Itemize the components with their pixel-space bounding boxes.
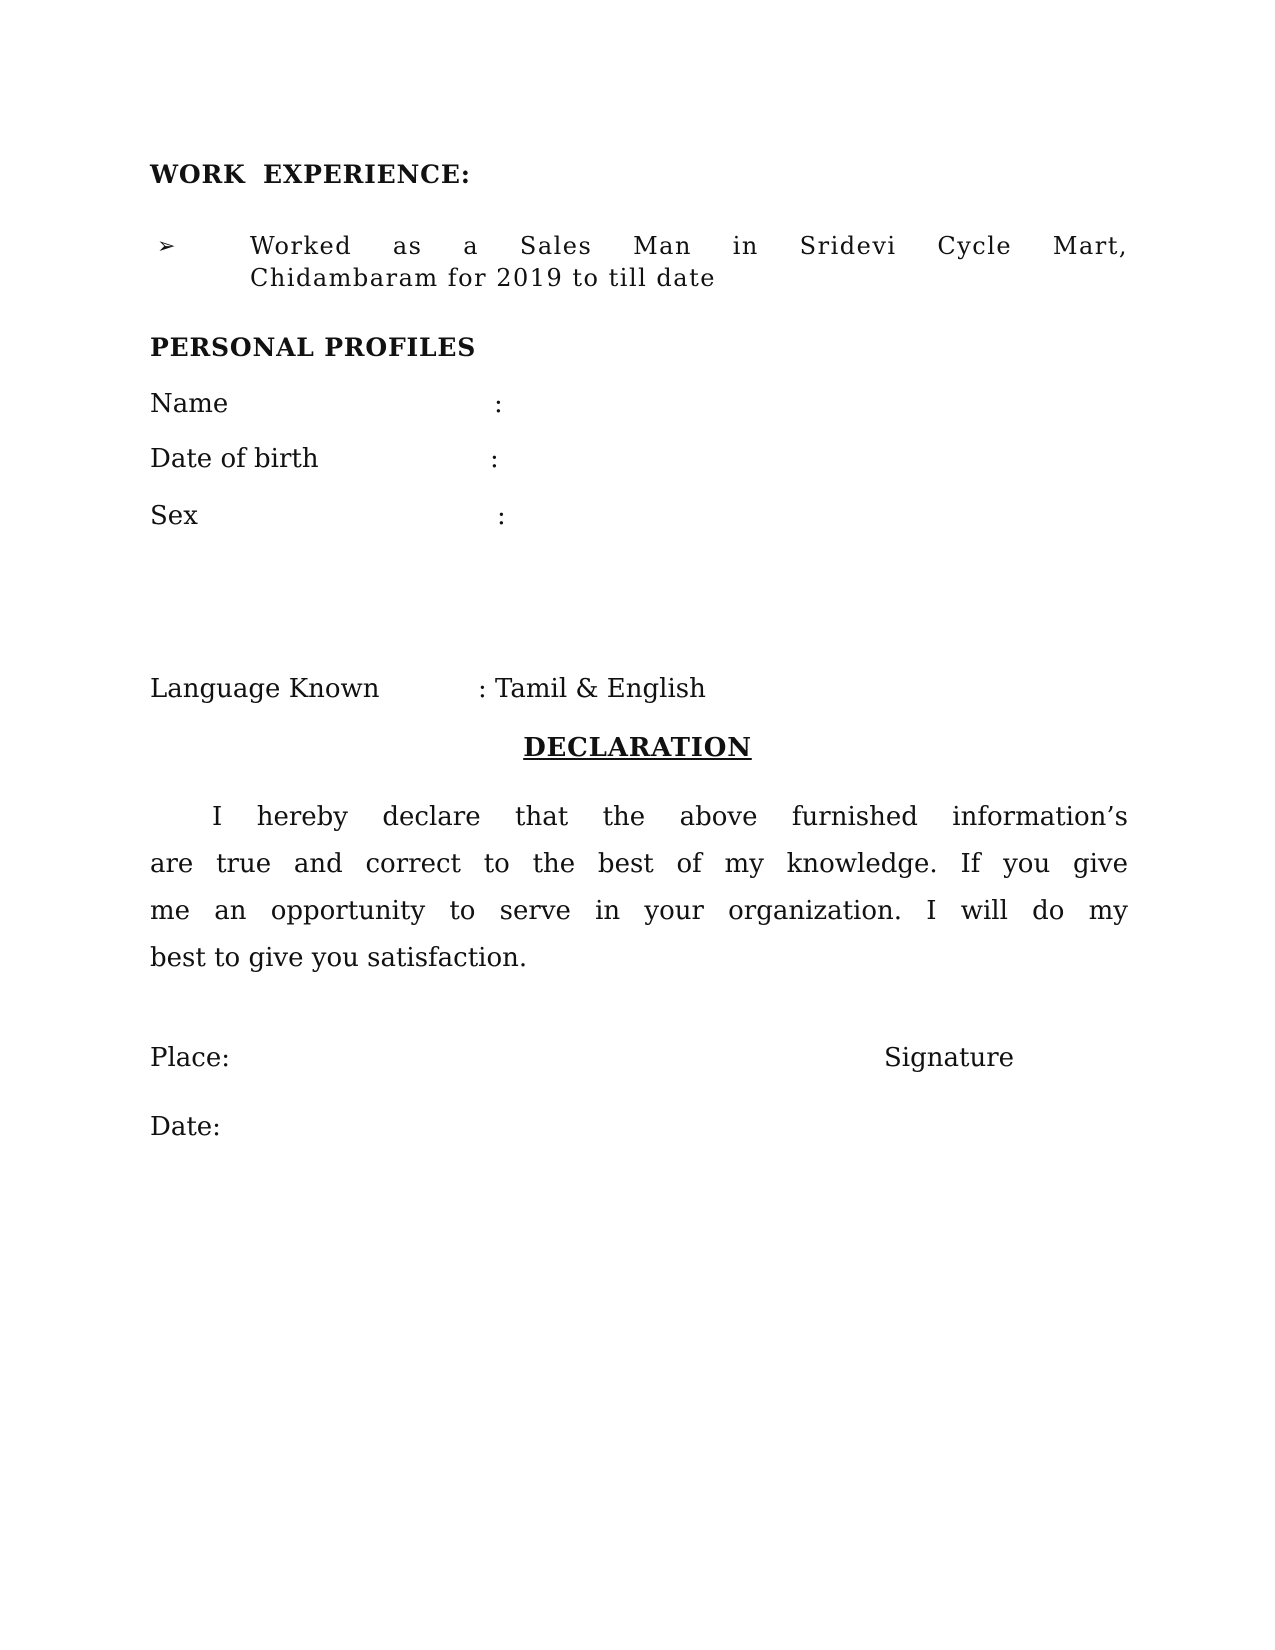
profile-label-name: Name [150, 389, 229, 419]
date-label: Date: [150, 1112, 221, 1142]
work-experience-heading: WORK EXPERIENCE: [150, 160, 471, 189]
language-known-label: Language Known [150, 674, 380, 704]
declaration-line-4: best to give you satisfaction. [150, 943, 528, 973]
work-experience-line-2: Chidambaram for 2019 to till date [250, 264, 716, 292]
declaration-line-1: I hereby declare that the above furnished information’s [212, 802, 1128, 832]
profile-colon-dob: : [490, 444, 499, 474]
work-experience-line-1: Worked as a Sales Man in Sridevi Cycle Mart, [250, 232, 1128, 260]
profile-label-sex: Sex [150, 501, 198, 531]
profile-colon-sex: : [497, 501, 506, 531]
declaration-line-2: are true and correct to the best of my knowledge. If you give [150, 849, 1128, 879]
place-label: Place: [150, 1043, 231, 1073]
language-known-value: : Tamil & English [478, 674, 706, 704]
declaration-title: DECLARATION [523, 733, 752, 763]
profile-colon-name: : [494, 389, 503, 419]
declaration-line-3: me an opportunity to serve in your organization. I will do my [150, 896, 1128, 926]
personal-profiles-heading: PERSONAL PROFILES [150, 333, 477, 362]
profile-label-dob: Date of birth [150, 444, 319, 474]
arrow-bullet-icon: ➢ [157, 234, 176, 259]
signature-label: Signature [884, 1043, 1015, 1073]
